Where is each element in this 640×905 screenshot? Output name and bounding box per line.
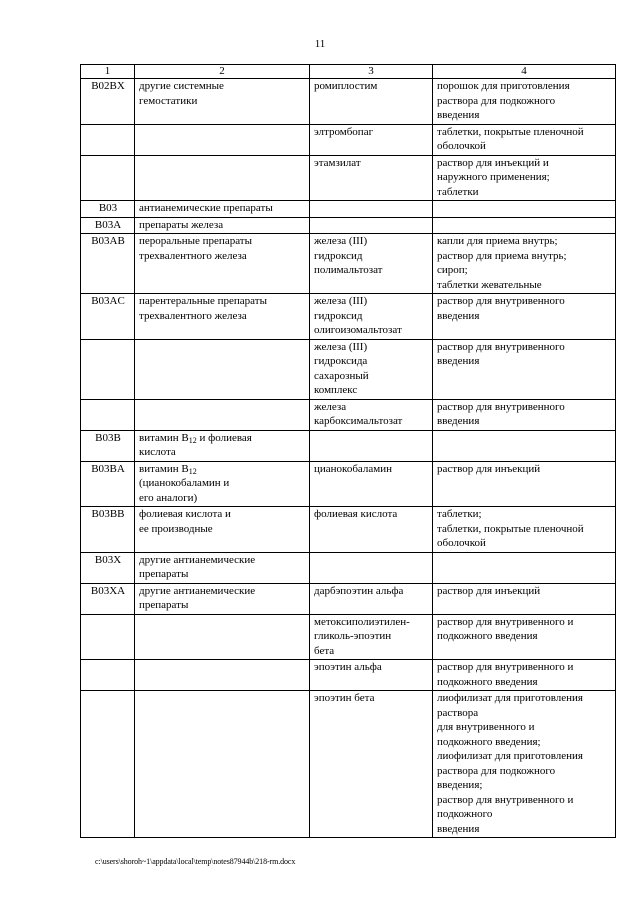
subscript-number: 12	[188, 466, 197, 476]
group-text: витамин B	[139, 431, 189, 444]
drug-name: эпоэтин альфа	[310, 660, 433, 691]
drug-name: железа (III) гидроксида сахарозный комплекс	[310, 339, 433, 399]
table-header-row	[81, 65, 616, 79]
drug-name: железа (III) гидроксид полимальтозат	[310, 234, 433, 294]
drug-group	[135, 461, 310, 507]
dosage-form: таблетки; таблетки, покрытые пленочной оболочкой	[433, 507, 616, 553]
drug-group: другие антианемические препараты	[135, 552, 310, 583]
dosage-form: раствор для внутривенного и подкожного введения	[433, 660, 616, 691]
drug-group: другие антианемические препараты	[135, 583, 310, 614]
atc-code: B03A	[81, 217, 135, 234]
dosage-form: раствор для инъекций	[433, 461, 616, 507]
column-header-1: 1	[81, 65, 135, 79]
drug-name	[310, 217, 433, 234]
dosage-form: порошок для приготовления раствора для подкожного введения	[433, 79, 616, 125]
drug-name: железа (III) гидроксид олигоизомальтозат	[310, 294, 433, 340]
atc-code	[81, 691, 135, 838]
drug-name: цианокобаламин	[310, 461, 433, 507]
dosage-form: раствор для внутривенного введения	[433, 339, 616, 399]
table-row	[81, 339, 616, 399]
table-row	[81, 294, 616, 340]
group-text-rest: и фолиевая кислота	[139, 431, 252, 458]
atc-code	[81, 124, 135, 155]
dosage-form	[433, 430, 616, 461]
drug-group	[135, 614, 310, 660]
drug-group: другие системные гемостатики	[135, 79, 310, 125]
table-row	[81, 217, 616, 234]
drug-group: парентеральные препараты трехвалентного железа	[135, 294, 310, 340]
table-row	[81, 234, 616, 294]
atc-code	[81, 614, 135, 660]
table-row	[81, 552, 616, 583]
drug-name: метоксиполиэтилен- гликоль-эпоэтин бета	[310, 614, 433, 660]
dosage-form: таблетки, покрытые пленочной оболочкой	[433, 124, 616, 155]
table-row	[81, 691, 616, 838]
group-text-rest: (цианокобаламин и его аналоги)	[139, 477, 230, 504]
table-row	[81, 124, 616, 155]
page-number: 11	[314, 38, 326, 50]
atc-code: B03	[81, 201, 135, 218]
drug-name: эпоэтин бета	[310, 691, 433, 838]
drug-group	[135, 430, 310, 461]
atc-code: B03BA	[81, 461, 135, 507]
atc-code	[81, 399, 135, 430]
table-row	[81, 201, 616, 218]
drug-group	[135, 124, 310, 155]
footer-file-path: c:\users\shoroh~1\appdata\local\temp\notes87944b\218-rm.docx	[95, 857, 296, 866]
dosage-form: раствор для внутривенного и подкожного введения	[433, 614, 616, 660]
dosage-form: раствор для инъекций и наружного применения; таблетки	[433, 155, 616, 201]
atc-code: B03BB	[81, 507, 135, 553]
table-row	[81, 155, 616, 201]
drug-group: препараты железа	[135, 217, 310, 234]
atc-code: B03AB	[81, 234, 135, 294]
drug-group	[135, 660, 310, 691]
table-row	[81, 79, 616, 125]
atc-code	[81, 339, 135, 399]
drug-group: пероральные препараты трехвалентного железа	[135, 234, 310, 294]
subscript-number: 12	[188, 435, 197, 445]
table-row	[81, 507, 616, 553]
atc-code: B03X	[81, 552, 135, 583]
atc-code: B03B	[81, 430, 135, 461]
column-header-3: 3	[310, 65, 433, 79]
dosage-form: раствор для инъекций	[433, 583, 616, 614]
drug-name: дарбэпоэтин альфа	[310, 583, 433, 614]
drug-table	[80, 64, 616, 838]
table-row	[81, 583, 616, 614]
table-row	[81, 660, 616, 691]
drug-name: железа карбоксимальтозат	[310, 399, 433, 430]
dosage-form	[433, 201, 616, 218]
table-row	[81, 430, 616, 461]
drug-group	[135, 691, 310, 838]
dosage-form: раствор для внутривенного введения	[433, 294, 616, 340]
table-row	[81, 461, 616, 507]
drug-name	[310, 552, 433, 583]
drug-group: фолиевая кислота и ее производные	[135, 507, 310, 553]
dosage-form: раствор для внутривенного введения	[433, 399, 616, 430]
drug-name: элтромбопаг	[310, 124, 433, 155]
drug-name: этамзилат	[310, 155, 433, 201]
column-header-2: 2	[135, 65, 310, 79]
drug-group	[135, 399, 310, 430]
column-header-4: 4	[433, 65, 616, 79]
drug-name: фолиевая кислота	[310, 507, 433, 553]
atc-code: B03XA	[81, 583, 135, 614]
drug-group: антианемические препараты	[135, 201, 310, 218]
drug-group	[135, 155, 310, 201]
atc-code	[81, 660, 135, 691]
atc-code: B03AC	[81, 294, 135, 340]
atc-code: B02BX	[81, 79, 135, 125]
group-text: витамин B	[139, 462, 189, 475]
atc-code	[81, 155, 135, 201]
drug-name: ромиплостим	[310, 79, 433, 125]
drug-name	[310, 430, 433, 461]
dosage-form: лиофилизат для приготовления раствора для внутривенного и подкожного введения; лиофилизат для приготовления раствора для подкожного введения; раствор для внутривенного и подкожного введения	[433, 691, 616, 838]
table-row	[81, 614, 616, 660]
drug-name	[310, 201, 433, 218]
dosage-form: капли для приема внутрь; раствор для приема внутрь; сироп; таблетки жевательные	[433, 234, 616, 294]
drug-group	[135, 339, 310, 399]
dosage-form	[433, 217, 616, 234]
dosage-form	[433, 552, 616, 583]
table-row	[81, 399, 616, 430]
